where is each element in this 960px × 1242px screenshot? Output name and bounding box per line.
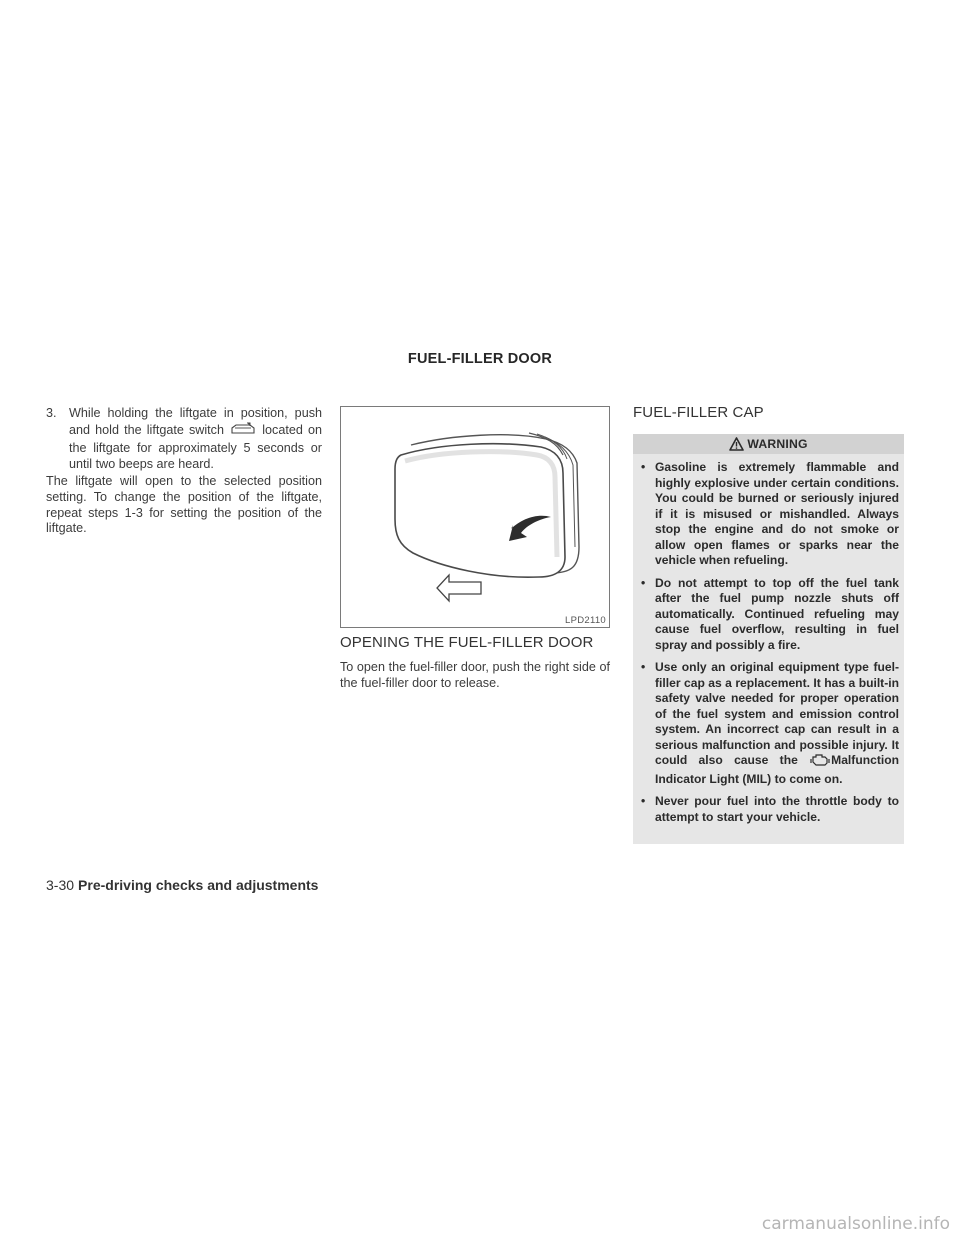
warning-item-text: Never pour fuel into the throttle body to attempt to start your vehicle.	[655, 794, 899, 824]
warning-triangle-icon	[729, 437, 744, 457]
warning-list	[633, 454, 904, 825]
chapter-title: Pre-driving checks and adjustments	[78, 877, 319, 893]
watermark: carmanualsonline.info	[761, 1214, 950, 1234]
opening-heading: OPENING THE FUEL-FILLER DOOR	[340, 634, 594, 651]
fuel-door-figure	[340, 406, 610, 628]
warning-item: • Do not attempt to top off the fuel tank after the fuel pump nozzle shuts off automatically. Continued refueling may cause fuel overflow, resulting in fuel spray and possibly a fire.	[641, 575, 899, 652]
warning-item-text: Do not attempt to top off the fuel tank after the fuel pump nozzle shuts off automatically. Continued refueling may cause fuel overflow, resulting in fuel spray and possibly a fire.	[655, 575, 899, 652]
warning-item-text: Use only an original equipment type fuel-filler cap as a replacement. It has a built-in safety valve needed for proper operation of the fuel system and emission control system. An incorrect cap can result in a serious malfunction and possible injury. It could also cause the	[655, 660, 899, 767]
figure-code: LPD2110	[564, 615, 606, 626]
page-number: 3-30	[46, 877, 75, 893]
step-number: 3.	[46, 406, 57, 420]
warning-item-text: Gasoline is extremely flammable and highly explosive under certain conditions. You could be burned or seriously injured if it is misused or mishandled. Always stop the engine and do not smoke or allow open flames or sparks near the vehicle when refueling.	[655, 460, 899, 567]
opening-text: To open the fuel-filler door, push the right side of the fuel-filler door to release.	[340, 660, 610, 690]
warning-item-text-after-icon: Malfunction Indicator Light (MIL) to come on.	[655, 753, 899, 786]
warning-title: WARNING	[747, 437, 808, 451]
warning-header	[633, 434, 904, 454]
fuel-door-illustration	[341, 407, 609, 627]
liftgate-paragraph: The liftgate will open to the selected position setting. To change the position of the liftgate, repeat steps 1-3 for setting the position of the liftgate.	[46, 474, 322, 536]
warning-box	[633, 434, 904, 844]
warning-item: • Gasoline is extremely flammable and highly explosive under certain conditions. You could be burned or seriously injured if it is misused or mishandled. Always stop the engine and do not smoke or allow open flames or sparks near the vehicle when refueling.	[641, 460, 899, 567]
step-item	[46, 406, 322, 472]
left-column	[46, 406, 322, 537]
direction-arrow-icon	[437, 575, 481, 601]
warning-item: • Never pour fuel into the throttle body to attempt to start your vehicle.	[641, 794, 899, 824]
fuel-cap-heading: FUEL-FILLER CAP	[633, 404, 764, 421]
page-footer	[46, 877, 318, 893]
engine-check-icon	[810, 753, 830, 772]
warning-item: • Use only an original equipment type fuel-filler cap as a replacement. It has a built-in safety valve needed for proper operation of the fuel system and emission control system. An incorrect cap can result in a serious malfunction and possible injury. It could also cause the Malfunction Indicator Light (MIL) to come on.	[641, 660, 899, 786]
step-text-before-icon: While holding the liftgate in position, push and hold the liftgate switch	[69, 406, 322, 437]
liftgate-switch-icon	[230, 422, 256, 442]
section-heading: FUEL-FILLER DOOR	[407, 351, 553, 367]
step-text-after-icon: located on the liftgate for approximately 5 seconds or until two beeps are heard.	[69, 422, 323, 471]
